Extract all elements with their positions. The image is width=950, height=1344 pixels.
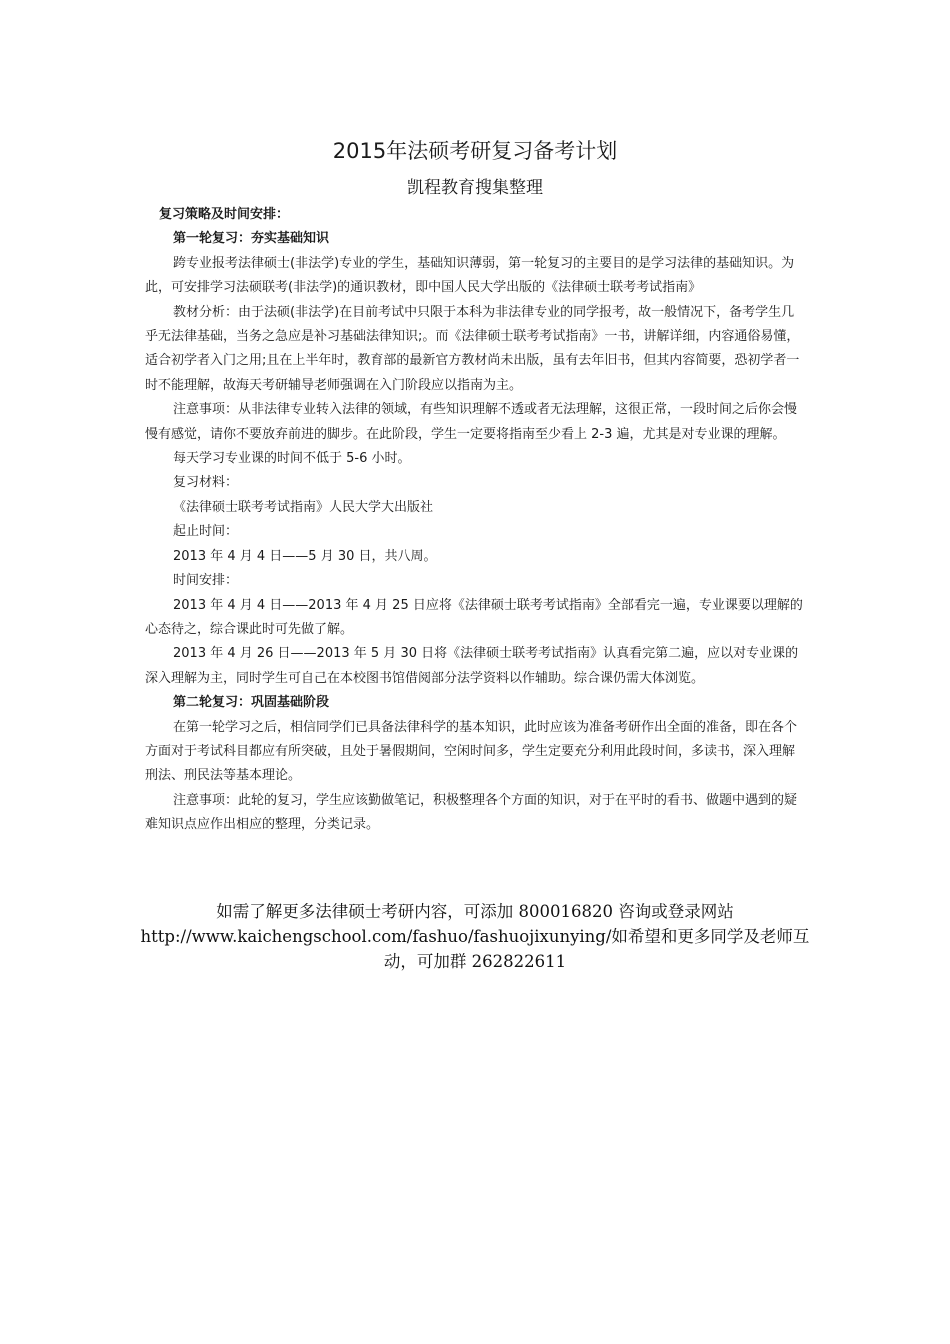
- paragraph: 2013 年 4 月 4 日——5 月 30 日，共八周。: [173, 548, 437, 564]
- paragraph: 注意事项：此轮的复习，学生应该勤做笔记，积极整理各个方面的知识，对于在平时的看书、做题中遇到的疑难知识点应作出相应的整理，分类记录。: [145, 792, 798, 833]
- paragraph: 时间安排：: [173, 573, 239, 589]
- paragraph: 每天学习专业课的时间不低于 5-6 小时。: [173, 451, 411, 467]
- heading-round2: 第二轮复习：巩固基础阶段: [173, 695, 330, 711]
- paragraph: 2013 年 4 月 4 日——2013 年 4 月 25 日应将《法律硕士联考考试指南》全部看完一遍，专业课要以理解的心态待之，综合课此时可先做了解。: [145, 597, 803, 637]
- paragraph: 《法律硕士联考考试指南》人民大学大出版社: [173, 499, 434, 515]
- paragraph: 复习材料：: [173, 475, 239, 491]
- paragraph: 2013 年 4 月 26 日——2013 年 5 月 30 日将《法律硕士联考考试指南》认真看完第二遍，应以对专业课的深入理解为主，同时学生可自己在本校图书馆借阅部分法学资料以作辅助。综合课仍需大体浏览。: [145, 646, 799, 686]
- contact-footer: 如需了解更多法律硕士考研内容，可添加 800016820 咨询或登录网站 http://www.kaichengschool.com/fashuo/fashuojixunying/如希望和更多同学及老师互动，可加群 262822611: [140, 902, 810, 971]
- heading-round1: 第一轮复习：夯实基础知识: [173, 231, 330, 247]
- paragraph: 跨专业报考法律硕士(非法学)专业的学生，基础知识薄弱，第一轮复习的主要目的是学习法律的基础知识。为此，可安排学习法硕联考(非法学)的通识教材，即中国人民大学出版的《法律硕士联考考试指南》: [145, 255, 795, 296]
- paragraph: 起止时间：: [173, 524, 239, 540]
- paragraph: 在第一轮学习之后，相信同学们已具备法律科学的基本知识，此时应该为准备考研作出全面的准备，即在各个方面对于考试科目都应有所突破，且处于暑假期间，空闲时间多，学生定要充分利用此段时间，多读书，深入理解刑法、刑民法等基本理论。: [145, 719, 798, 784]
- document-subtitle: 凯程教育搜集整理: [407, 178, 543, 198]
- paragraph: 教材分析：由于法硕(非法学)在目前考试中只限于本科为非法律专业的同学报考，故一般情况下，备考学生几乎无法律基础，当务之急应是补习基础法律知识;。而《法律硕士联考考试指南》一书，讲解详细，内容通俗易懂，适合初学者入门之用;且在上半年时，教育部的最新官方教材尚未出版，虽有去年旧书，但其内容简要，恐初学者一时不能理解，故海天考研辅导老师强调在入门阶段应以指南为主。: [145, 304, 800, 393]
- heading-strategy: 复习策略及时间安排：: [159, 207, 290, 222]
- document-body: [145, 203, 807, 838]
- paragraph: 注意事项：从非法律专业转入法律的领域，有些知识理解不透或者无法理解，这很正常，一段时间之后你会慢慢有感觉，请你不要放弃前进的脚步。在此阶段，学生一定要将指南至少看上 2-3 遍，尤其是对专业课的理解。: [145, 402, 798, 442]
- document-title: 2015年法硕考研复习备考计划: [332, 139, 618, 163]
